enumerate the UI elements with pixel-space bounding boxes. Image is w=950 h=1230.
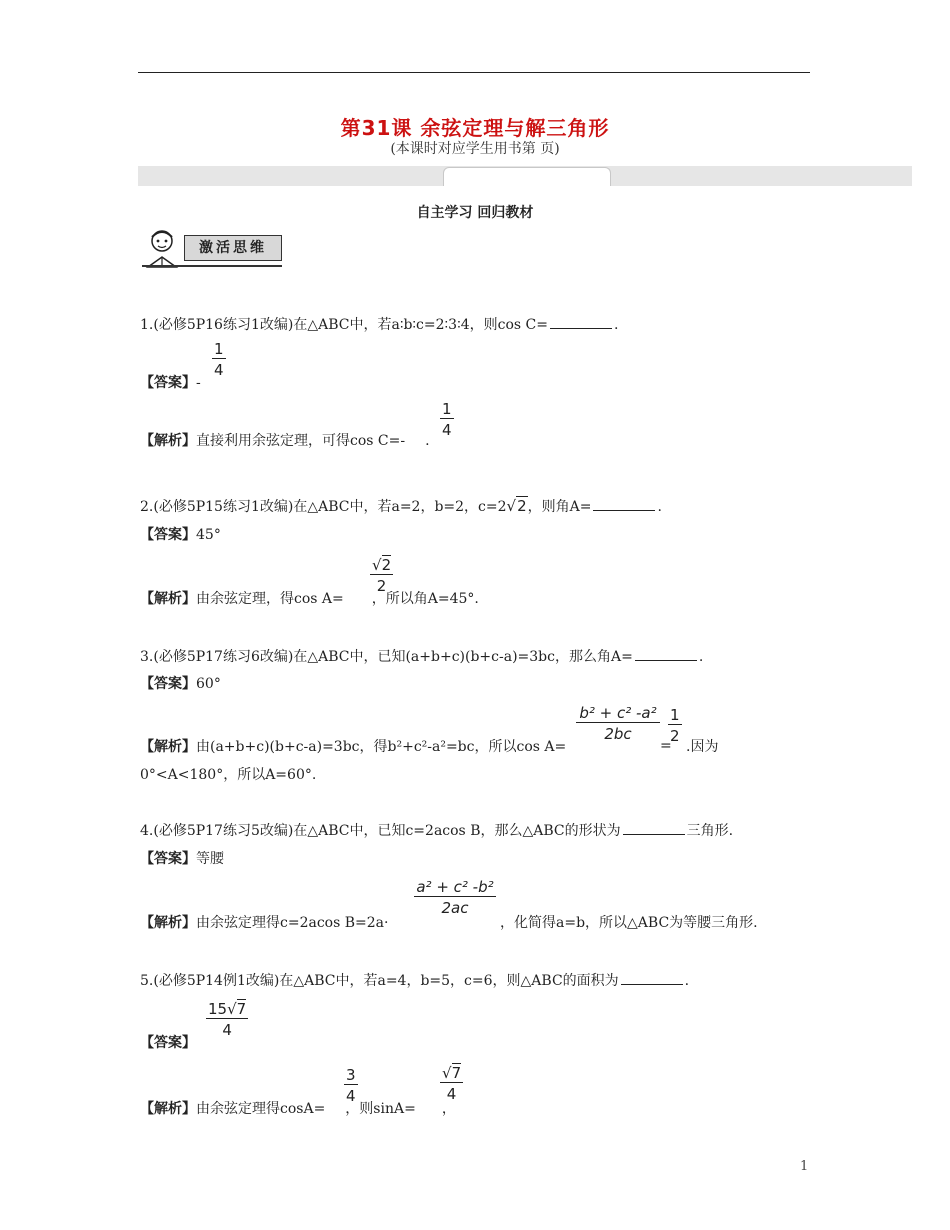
q2-analysis-fraction: $\frac{√2}{2}$ — [372, 556, 392, 595]
answer-blank — [635, 648, 697, 661]
q1-analysis-fraction: $\frac{1}{4}$ — [442, 400, 452, 439]
page-title: 第31课 余弦定理与解三角形 — [340, 116, 610, 140]
q3-equals: = — [660, 738, 672, 754]
page-number: 1 — [800, 1159, 809, 1174]
question-1: 1.(必修5P16练习1改编)在△ABC中，若a∶b∶c=2∶3∶4，则cos C= . — [140, 317, 619, 333]
question-4: 4.(必修5P17练习5改编)在△ABC中，已知c=2acos B，那么△ABC的形状为 三角形. — [140, 823, 734, 839]
q5-analysis: 【解析】由余弦定理得cosA= ，则sinA= ， — [140, 1101, 456, 1117]
q1-analysis: 【解析】直接利用余弦定理，可得cos C=- . — [140, 433, 430, 449]
q3-analysis-line2: 0°<A<180°，所以A=60°. — [140, 767, 317, 783]
answer-blank — [623, 822, 685, 835]
answer-blank — [550, 316, 612, 329]
badge-label: 激活思维 — [184, 235, 282, 261]
q5-answer-fraction: $\frac{15√7}{4}$ — [208, 1000, 247, 1039]
section-heading: 自主学习 回归教材 — [416, 205, 534, 221]
header-rule — [138, 72, 810, 73]
badge-underline — [142, 265, 282, 267]
q3-analysis: 【解析】由(a+b+c)(b+c-a)=3bc，得b²+c²-a²=bc，所以cos A= — [140, 739, 567, 755]
q4-cosine-fraction: $\frac{\text{a² + c² -b²}}{2ac}$ — [414, 878, 496, 917]
q5-answer: 【答案】 — [140, 1035, 196, 1051]
activate-thinking-badge — [140, 227, 286, 273]
question-3: 3.(必修5P17练习6改编)在△ABC中，已知(a+b+c)(b+c-a)=3bc，那么角A= . — [140, 649, 704, 665]
q5-cos-fraction: $\frac{3}{4}$ — [346, 1066, 356, 1105]
q4-analysis: 【解析】由余弦定理得c=2acos B=2a· — [140, 915, 389, 931]
sqrt-2: √2 — [506, 497, 527, 515]
q1-answer-fraction: $\frac{1}{4}$ — [214, 340, 224, 379]
q2-answer: 【答案】45° — [140, 527, 221, 543]
answer-blank — [593, 498, 655, 511]
q2-analysis: 【解析】由余弦定理，得cos A= ，所以角A=45°. — [140, 591, 479, 607]
page-subtitle: (本课时对应学生用书第 页) — [390, 141, 560, 157]
q4-analysis-cont: ，化简得a=b，所以△ABC为等腰三角形. — [500, 915, 758, 931]
answer-blank — [621, 972, 683, 985]
question-5: 5.(必修5P14例1改编)在△ABC中，若a=4，b=5，c=6，则△ABC的面积为 . — [140, 973, 690, 989]
q4-answer: 【答案】等腰 — [140, 851, 224, 867]
q3-analysis-cont: .因为 — [686, 739, 719, 755]
q1-answer: 【答案】- — [140, 375, 201, 391]
q5-sin-fraction: $\frac{√7}{4}$ — [442, 1064, 462, 1103]
q3-cosine-fraction: $\frac{\text{b² + c² -a²}}{2bc}$ — [576, 704, 660, 743]
q3-half-fraction: $\frac{1}{2}$ — [670, 706, 680, 745]
section-tab — [443, 167, 611, 186]
q3-answer: 【答案】60° — [140, 676, 221, 692]
question-2: 2.(必修5P15练习1改编)在△ABC中，若a=2，b=2，c=2√2，则角A= . — [140, 497, 662, 515]
